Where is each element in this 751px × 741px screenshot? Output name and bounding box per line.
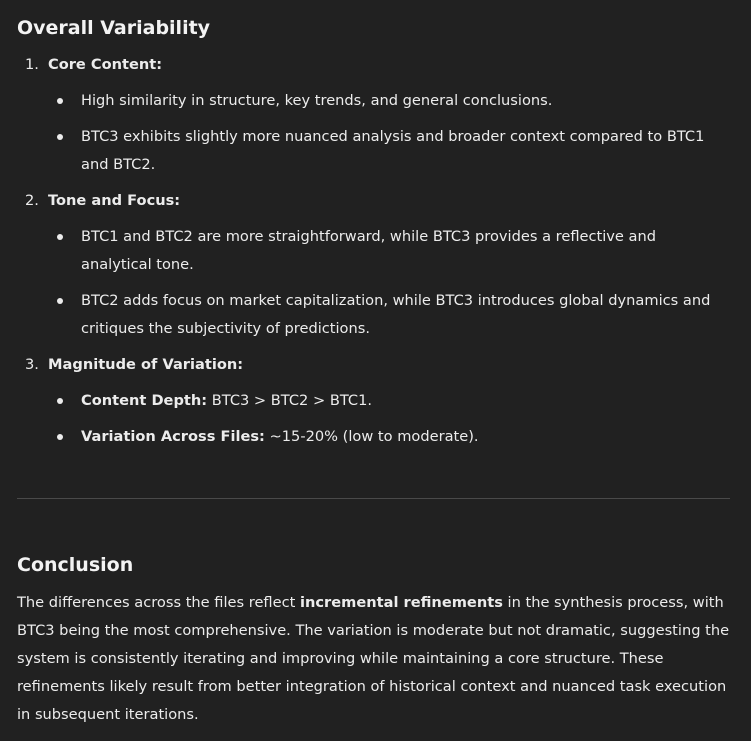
list-item-label: Magnitude of Variation:: [48, 356, 244, 373]
bullet-text: BTC3 exhibits slightly more nuanced analysis and broader context compared to BTC1 and BTC2.: [81, 128, 705, 173]
conclusion-paragraph: [17, 589, 733, 729]
section-heading-conclusion: Conclusion: [17, 554, 134, 576]
bullet-item: [0, 123, 751, 179]
bullet-dot-icon: [57, 298, 63, 304]
bullet-list: [0, 87, 751, 179]
bullet-bold-label: Content Depth:: [81, 392, 208, 409]
bullet-bold-label: Variation Across Files:: [81, 428, 265, 445]
bullet-dot-icon: [57, 234, 63, 240]
list-item-label: Core Content:: [48, 56, 163, 73]
list-number: 3.: [25, 356, 39, 373]
bullet-text: BTC3 > BTC2 > BTC1.: [207, 392, 373, 409]
bullet-item: [0, 287, 751, 343]
bullet-text: High similarity in structure, key trends, and general conclusions.: [81, 92, 553, 109]
list-number: 2.: [25, 192, 39, 209]
list-item-core-content: [0, 51, 751, 179]
bullet-text: ~15-20% (low to moderate).: [264, 428, 479, 445]
bullet-list: [0, 387, 751, 451]
variability-list: [0, 51, 751, 459]
conclusion-text-rest: in the synthesis process, with BTC3 being the most comprehensive. The variation is moderate but not dramatic, suggesting the system is consistently iterating and improving while maintaining a core structure. These refinements likely result from better integration of historical context and nuanced task execution in subsequent iterations.: [17, 594, 730, 723]
list-item-tone-and-focus: [0, 187, 751, 343]
horizontal-divider: [17, 498, 730, 499]
bullet-item: [0, 423, 751, 451]
bullet-dot-icon: [57, 98, 63, 104]
bullet-item: [0, 387, 751, 415]
list-item-label: Tone and Focus:: [48, 192, 181, 209]
bullet-dot-icon: [57, 134, 63, 140]
bullet-text: BTC1 and BTC2 are more straightforward, while BTC3 provides a reflective and analytical tone.: [81, 228, 656, 273]
conclusion-emphasis: incremental refinements: [299, 594, 503, 611]
bullet-item: [0, 87, 751, 115]
list-item-magnitude-of-variation: [0, 351, 751, 451]
bullet-list: [0, 223, 751, 343]
bullet-text: BTC2 adds focus on market capitalization, while BTC3 introduces global dynamics and critiques the subjectivity of predictions.: [81, 292, 711, 337]
conclusion-text-intro: The differences across the files reflect: [17, 594, 300, 611]
list-number: 1.: [25, 56, 39, 73]
bullet-dot-icon: [57, 398, 63, 404]
section-heading-overall-variability: Overall Variability: [17, 17, 211, 39]
bullet-dot-icon: [57, 434, 63, 440]
bullet-item: [0, 223, 751, 279]
